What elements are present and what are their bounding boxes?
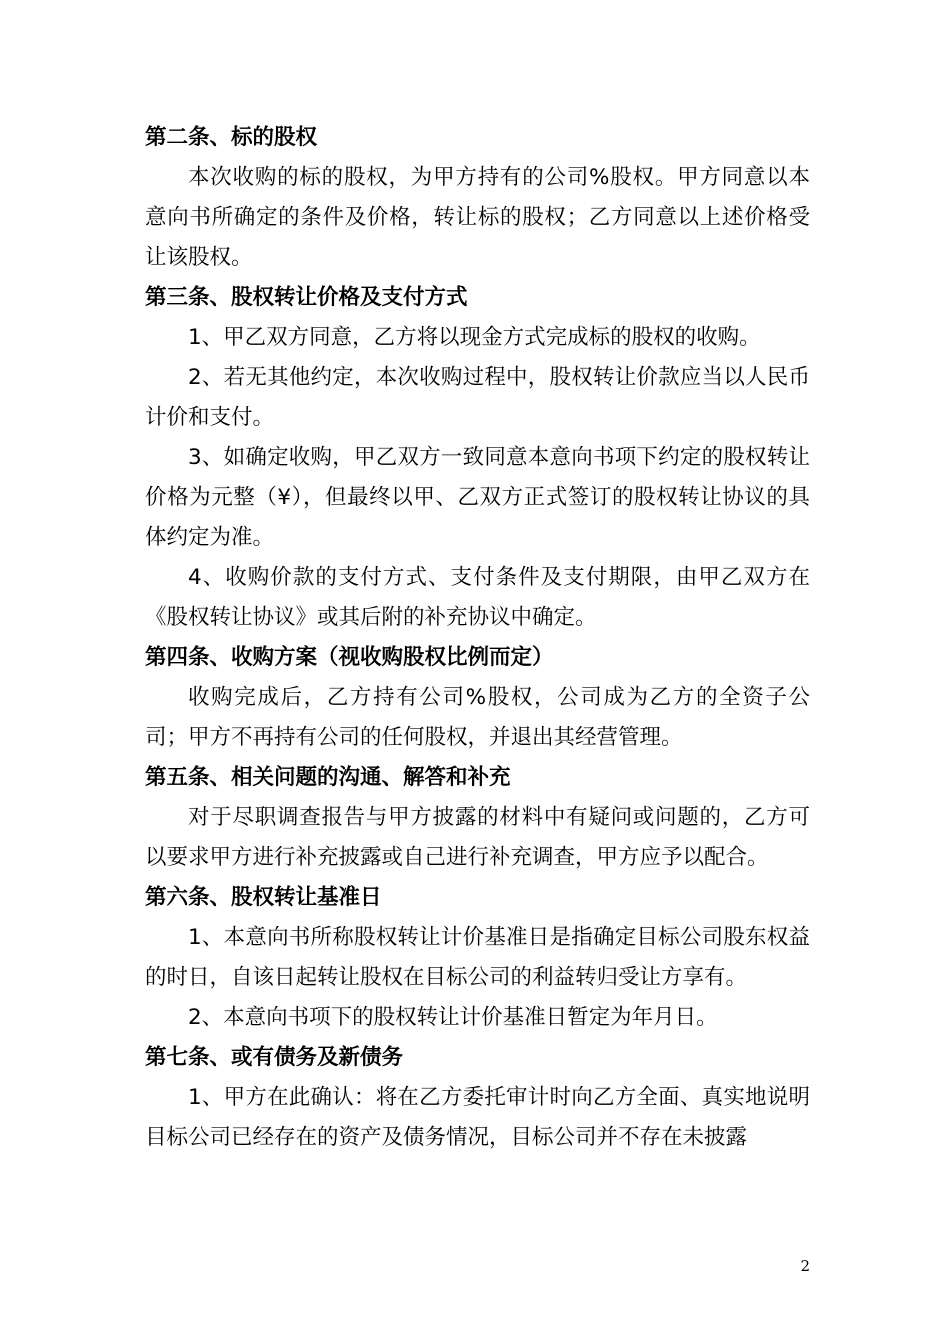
section-paragraph: 3、如确定收购，甲乙双方一致同意本意向书项下约定的股权转让价格为元整（¥），但最终以甲、乙双方正式签订的股权转让协议的具体约定为准。 bbox=[145, 445, 810, 550]
section-paragraph: 1、甲乙双方同意，乙方将以现金方式完成标的股权的收购。 bbox=[188, 325, 761, 350]
section-paragraph: 2、本意向书项下的股权转让计价基准日暂定为年月日。 bbox=[188, 1005, 718, 1030]
section-heading: 第六条、股权转让基准日 bbox=[145, 885, 382, 910]
section-paragraph: 本次收购的标的股权，为甲方持有的公司%股权。甲方同意以本意向书所确定的条件及价格，转让标的股权；乙方同意以上述价格受让该股权。 bbox=[145, 165, 810, 270]
section-heading: 第二条、标的股权 bbox=[145, 125, 318, 150]
section-heading: 第三条、股权转让价格及支付方式 bbox=[145, 285, 468, 310]
section-paragraph: 1、本意向书所称股权转让计价基准日是指确定目标公司股东权益的时日，自该日起转让股权在目标公司的利益转归受让方享有。 bbox=[145, 925, 810, 990]
page-number: 2 bbox=[800, 1257, 810, 1275]
section-paragraph: 2、若无其他约定，本次收购过程中，股权转让价款应当以人民币计价和支付。 bbox=[145, 365, 810, 430]
section-paragraph: 1、甲方在此确认：将在乙方委托审计时向乙方全面、真实地说明目标公司已经存在的资产及债务情况，目标公司并不存在未披露 bbox=[145, 1085, 810, 1150]
section-5 bbox=[145, 758, 810, 878]
section-3 bbox=[145, 278, 810, 638]
section-2 bbox=[145, 118, 810, 278]
section-heading: 第五条、相关问题的沟通、解答和补充 bbox=[145, 765, 511, 790]
section-4 bbox=[145, 638, 810, 758]
section-6 bbox=[145, 878, 810, 1038]
document-body bbox=[145, 118, 810, 1158]
section-paragraph: 4、收购价款的支付方式、支付条件及支付期限，由甲乙双方在《股权转让协议》或其后附的补充协议中确定。 bbox=[145, 565, 810, 630]
section-heading: 第七条、或有债务及新债务 bbox=[145, 1045, 404, 1070]
section-heading: 第四条、收购方案（视收购股权比例而定） bbox=[145, 645, 554, 670]
section-7 bbox=[145, 1038, 810, 1158]
section-paragraph: 对于尽职调查报告与甲方披露的材料中有疑问或问题的，乙方可以要求甲方进行补充披露或自己进行补充调查，甲方应予以配合。 bbox=[145, 805, 810, 870]
section-paragraph: 收购完成后，乙方持有公司%股权，公司成为乙方的全资子公司；甲方不再持有公司的任何股权，并退出其经营管理。 bbox=[145, 685, 810, 750]
